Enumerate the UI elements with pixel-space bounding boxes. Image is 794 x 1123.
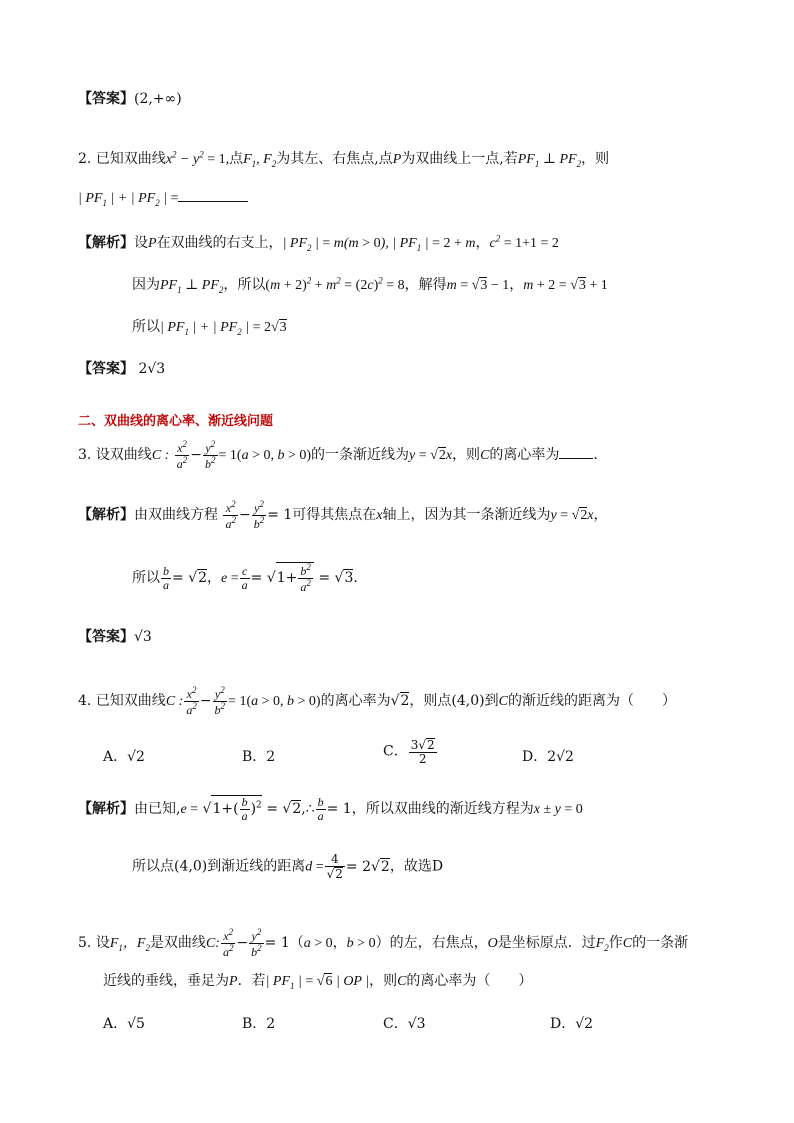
q4-option-c[interactable]: C． $\frac{3√2}{2}$ — [383, 738, 435, 766]
q1-answer-line — [78, 88, 182, 108]
q5-option-c[interactable]: C．√3 — [383, 1016, 426, 1032]
q5-stem-line2: 近线的垂线，垂足为P．若| $PF_1$ | = √6 | OP |，则C的离心率为（ ） — [103, 973, 533, 991]
q3-answer: √3 — [134, 629, 152, 645]
q2-number: 2. — [78, 151, 92, 167]
q4-stem: 4. 已知双曲线C : $\frac{x^2}{a^2}$ − $\frac{y^2}{b^2}$ = 1(a > 0, b > 0)的离心率为√2，则点(4,0)到C的渐近线的距离为（ ） — [78, 685, 676, 717]
q3-stem: 3. 设双曲线C : $\frac{x^2}{a^2}$ − $\frac{y^2}{b^2}$ = 1(a > 0, b > 0)的一条渐近线为y = √2x，则C的离心率为 . — [78, 439, 598, 471]
q2-equation: $x^2 - y^2 = 1$, — [165, 149, 230, 167]
q2-stem-text: 已知双曲线 — [95, 151, 166, 167]
q3-analysis-line1: 【解析】由双曲线方程 $\frac{x^2}{a^2}$ − $\frac{y^2}{b^2}$ = 1可得其焦点在x轴上，因为其一条渐近线为y = √2x， — [78, 499, 608, 531]
q4-analysis-line2: 所以点(4,0)到渐近线的距离d = $\frac{4}{√2}$ = 2√2，故选D — [132, 852, 444, 881]
q2-analysis-line2: 因为$PF_1$ ⊥ $PF_2$，所以$(m + 2)^2 + m^2 = (2c)^2 = 8$，解得m = √3 − 1，m + 2 = √3 + 1 — [132, 275, 608, 295]
q2-analysis-line1: 【解析】设P在双曲线的右支上，| $PF_2$ | = m(m > 0), | $PF_1$ | = 2 + m，$c^2 = 1+1 = 2$ — [78, 233, 559, 253]
answer-label: 【答案】 — [78, 90, 134, 106]
q3-analysis-line2: 所以 $\frac{b}{a}$ = √2，e = $\frac{c}{a}$ = √1+ $\frac{b^2}{a^2}$ = √3. — [132, 562, 358, 594]
q2-answer: 2√3 — [138, 361, 166, 377]
q5-option-d[interactable]: D．√2 — [550, 1016, 594, 1032]
q4-option-d[interactable]: D．2√2 — [522, 749, 574, 765]
q2-stem-line1: 2. 已知双曲线$x^2 - y^2 = 1$,点$F_1$, $F_2$为其左、右焦点,点P为双曲线上一点,若$PF_1$ ⊥ $PF_2$，则 — [78, 149, 610, 169]
q1-answer: (2,+∞) — [134, 91, 182, 107]
q5-option-b[interactable]: B．2 — [242, 1016, 276, 1032]
q4-option-b[interactable]: B．2 — [242, 749, 276, 765]
fill-blank — [178, 201, 248, 202]
q2-answer-line: 【答案】 2√3 — [78, 360, 166, 377]
q5-option-a[interactable]: A．√5 — [103, 1016, 145, 1032]
q5-stem-line1: 5. 设$F_1$，$F_2$是双曲线C: $\frac{x^2}{a^2}$ − $\frac{y^2}{b^2}$ = 1（a > 0，b > 0）的左，右焦点，O是坐标原点．过$F_2$作C的一条渐 — [78, 927, 689, 959]
q2-analysis-line3: 所以| $PF_1$ | + | $PF_2$ | = 2√3 — [132, 319, 287, 337]
q2-stem-line2: | $PF_1$ | + | $PF_2$ | = — [78, 190, 248, 208]
section-heading: 二、双曲线的离心率、渐近线问题 — [78, 413, 274, 428]
q3-answer-line: 【答案】√3 — [78, 628, 152, 645]
q4-analysis-line1: 【解析】由已知,e = √1+( $\frac{b}{a}$ )$^2$ = √2,∴ $\frac{b}{a}$ = 1，所以双曲线的渐近线方程为x ± y = 0 — [78, 795, 583, 823]
fill-blank — [559, 458, 593, 459]
q4-option-a[interactable]: A．√2 — [103, 749, 145, 765]
